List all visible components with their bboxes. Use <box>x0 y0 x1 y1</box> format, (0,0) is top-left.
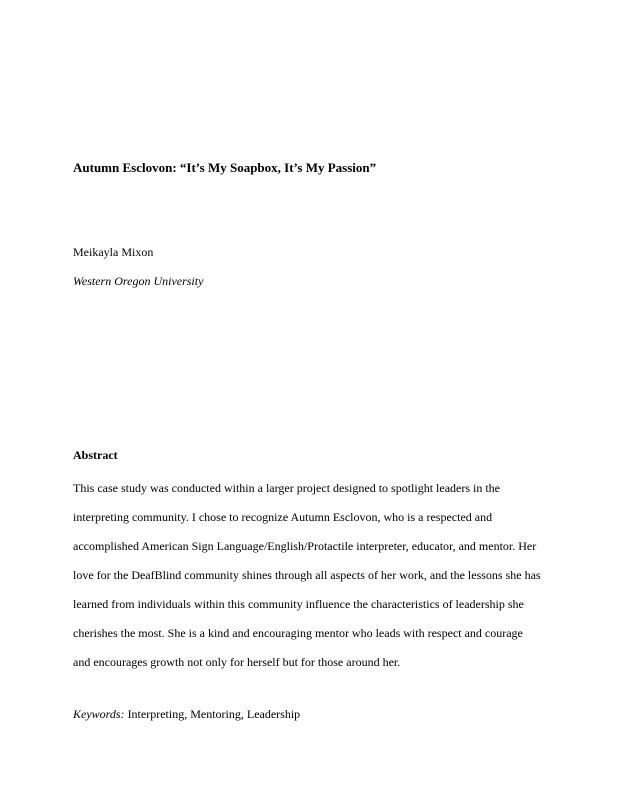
author-name: Meikayla Mixon <box>73 245 154 259</box>
abstract-line: accomplished American Sign Language/English/Protactile interpreter, educator, and mentor. Her <box>73 539 537 553</box>
abstract-line: and encourages growth not only for herself but for those around her. <box>73 655 401 669</box>
abstract-line: cherishes the most. She is a kind and encouraging mentor who leads with respect and courage <box>73 626 523 640</box>
abstract-line: interpreting community. I chose to recognize Autumn Esclovon, who is a respected and <box>73 510 493 524</box>
keywords-line <box>73 707 300 722</box>
author-affiliation: Western Oregon University <box>73 274 204 288</box>
abstract-line: love for the DeafBlind community shines through all aspects of her work, and the lessons she has <box>73 568 541 582</box>
keywords-label: Keywords: <box>73 707 125 721</box>
keywords-text: Interpreting, Mentoring, Leadership <box>124 707 301 721</box>
abstract-line: This case study was conducted within a larger project designed to spotlight leaders in the <box>73 481 501 495</box>
abstract-heading: Abstract <box>73 448 118 462</box>
abstract-line: learned from individuals within this community influence the characteristics of leadership she <box>73 597 524 611</box>
paper-title: Autumn Esclovon: “It’s My Soapbox, It’s My Passion” <box>73 160 377 175</box>
